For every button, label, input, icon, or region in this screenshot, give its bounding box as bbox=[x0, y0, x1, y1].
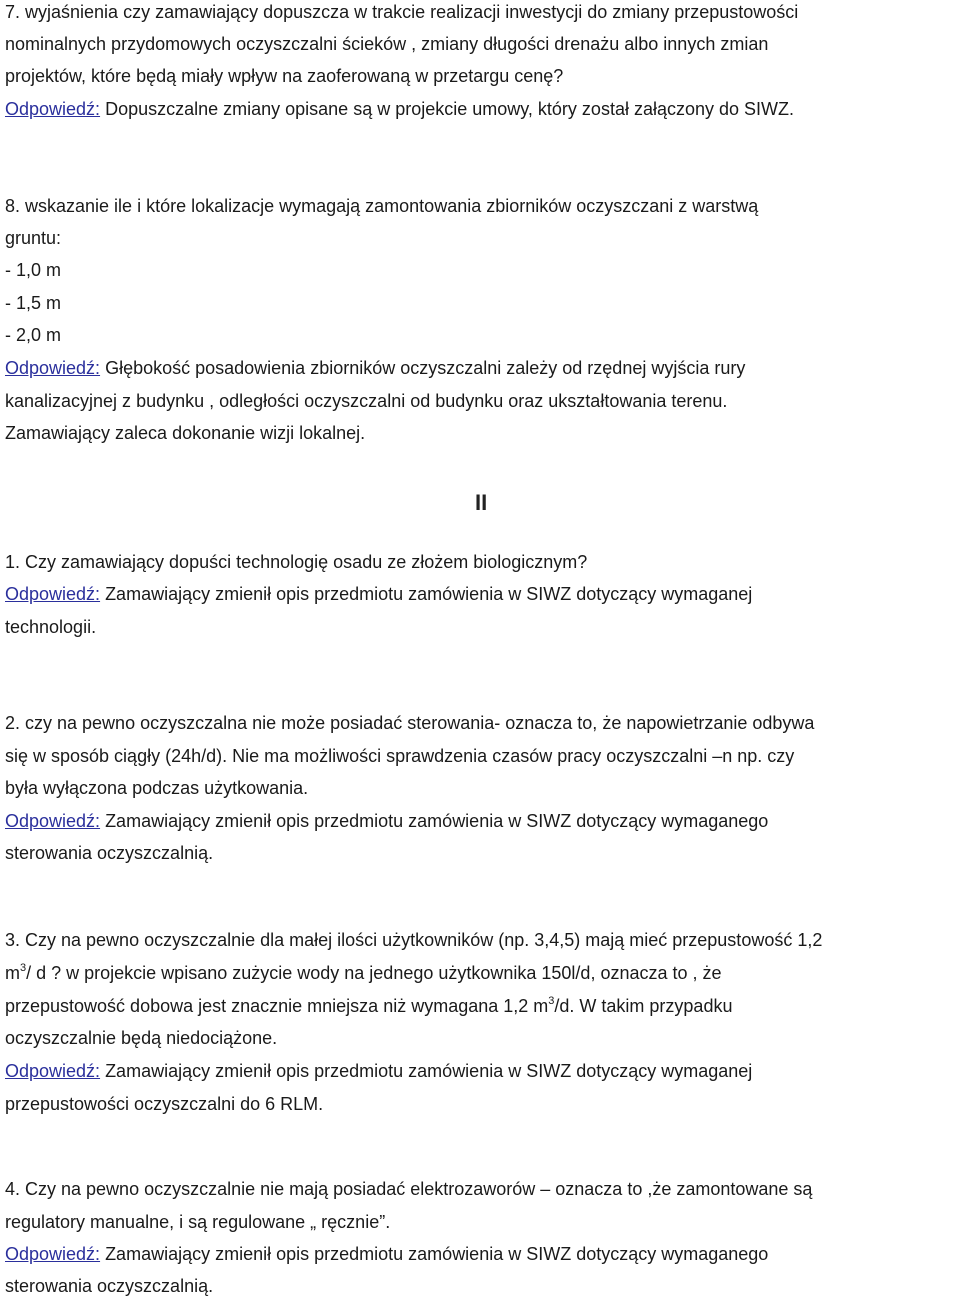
s2q3-line-1: 3. Czy na pewno oczyszczalnie dla małej ilości użytkowników (np. 3,4,5) mają mieć przepustowość 1,2 bbox=[5, 930, 823, 950]
s2q4-answer-line-1 bbox=[5, 1242, 768, 1266]
answer-text: Zamawiający zmienił opis przedmiotu zamówienia w SIWZ dotyczący wymaganej bbox=[100, 584, 753, 604]
q7-answer bbox=[5, 97, 794, 121]
answer-text: Zamawiający zmienił opis przedmiotu zamówienia w SIWZ dotyczący wymaganego bbox=[100, 811, 769, 831]
s2q2-answer-line-1 bbox=[5, 809, 768, 833]
s2q3-line-4: oczyszczalnie będą niedociążone. bbox=[5, 1028, 278, 1048]
section-heading: II bbox=[475, 490, 488, 515]
s2q1-line-1: 1. Czy zamawiający dopuści technologię osadu ze złożem biologicznym? bbox=[5, 552, 588, 572]
line-text: / d ? w projekcie wpisano zużycie wody na jednego użytkownika 150l/d, oznacza to , że bbox=[26, 963, 722, 983]
answer-label: Odpowiedź: bbox=[5, 811, 101, 831]
superscript-3: 3 bbox=[548, 995, 555, 1007]
s2q4-line-1: 4. Czy na pewno oczyszczalnie nie mają posiadać elektrozaworów – oznacza to ,że zamontowane są bbox=[5, 1179, 813, 1199]
answer-text: Zamawiający zmienił opis przedmiotu zamówienia w SIWZ dotyczący wymaganej bbox=[100, 1061, 753, 1081]
answer-text: Dopuszczalne zmiany opisane są w projekcie umowy, który został załączony do SIWZ. bbox=[100, 99, 795, 119]
s2q4-answer-line-2: sterowania oczyszczalnią. bbox=[5, 1276, 214, 1296]
answer-text: Głębokość posadowienia zbiorników oczyszczalni zależy od rzędnej wyjścia rury bbox=[100, 358, 746, 378]
q8-option-3: - 2,0 m bbox=[5, 325, 62, 345]
q7-line-1: 7. wyjaśnienia czy zamawiający dopuszcza w trakcie realizacji inwestycji do zmiany przepustowości bbox=[5, 2, 799, 22]
s2q2-answer-line-2: sterowania oczyszczalnią. bbox=[5, 843, 214, 863]
answer-label: Odpowiedź: bbox=[5, 1061, 101, 1081]
s2q2-line-1: 2. czy na pewno oczyszczalna nie może posiadać sterowania- oznacza to, że napowietrzanie odbywa bbox=[5, 713, 815, 733]
s2q4-line-2: regulatory manualne, i są regulowane „ ręcznie”. bbox=[5, 1212, 391, 1232]
answer-label: Odpowiedź: bbox=[5, 358, 101, 378]
q8-option-1: - 1,0 m bbox=[5, 260, 62, 280]
s2q1-answer-line-1 bbox=[5, 582, 752, 606]
q8-option-2: - 1,5 m bbox=[5, 293, 62, 313]
s2q3-line-2 bbox=[5, 961, 722, 985]
answer-label: Odpowiedź: bbox=[5, 1244, 101, 1264]
unit-m: m bbox=[5, 963, 20, 983]
q8-answer-line-3: Zamawiający zaleca dokonanie wizji lokalnej. bbox=[5, 423, 366, 443]
q7-line-3: projektów, które będą miały wpływ na zaoferowaną w przetargu cenę? bbox=[5, 66, 564, 86]
line-text-end: /d. W takim przypadku bbox=[554, 996, 733, 1016]
q8-answer-line-2: kanalizacyjnej z budynku , odległości oczyszczalni od budynku oraz ukształtowania terenu. bbox=[5, 391, 728, 411]
answer-label: Odpowiedź: bbox=[5, 584, 101, 604]
q7-line-2: nominalnych przydomowych oczyszczalni ścieków , zmiany długości drenażu albo innych zmian bbox=[5, 34, 769, 54]
s2q2-line-3: była wyłączona podczas użytkowania. bbox=[5, 778, 309, 798]
q8-line-1: 8. wskazanie ile i które lokalizacje wymagają zamontowania zbiorników oczyszczani z warstwą bbox=[5, 196, 759, 216]
s2q2-line-2: się w sposób ciągły (24h/d). Nie ma możliwości sprawdzenia czasów pracy oczyszczalni –n np. czy bbox=[5, 746, 795, 766]
answer-text: Zamawiający zmienił opis przedmiotu zamówienia w SIWZ dotyczący wymaganego bbox=[100, 1244, 769, 1264]
line-text: przepustowość dobowa jest znacznie mniejsza niż wymagana 1,2 m bbox=[5, 996, 549, 1016]
s2q3-answer-line-1 bbox=[5, 1059, 752, 1083]
s2q3-line-3 bbox=[5, 994, 732, 1018]
superscript-3: 3 bbox=[20, 962, 27, 974]
s2q1-answer-line-2: technologii. bbox=[5, 617, 97, 637]
q8-line-2: gruntu: bbox=[5, 228, 62, 248]
q8-answer-line-1 bbox=[5, 356, 745, 380]
s2q3-answer-line-2: przepustowości oczyszczalni do 6 RLM. bbox=[5, 1094, 324, 1114]
answer-label: Odpowiedź: bbox=[5, 99, 101, 119]
